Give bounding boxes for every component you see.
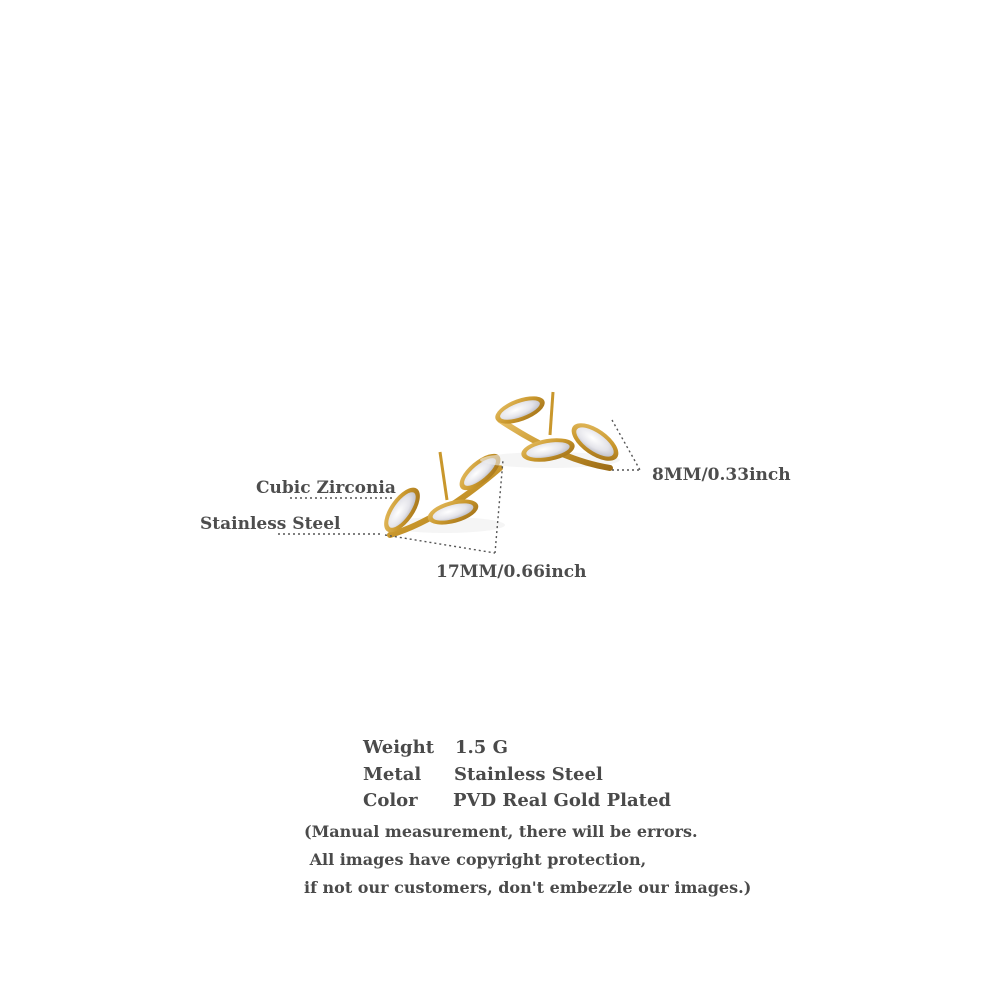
length-dimension-line xyxy=(385,535,495,553)
cubic-zirconia-label: Cubic Zirconia xyxy=(256,478,396,498)
earring-right xyxy=(480,391,625,468)
spec-metal-name: Metal xyxy=(363,764,422,785)
length-measurement-label: 17MM/0.66inch xyxy=(436,562,587,582)
spec-weight-name: Weight xyxy=(363,737,435,758)
spec-weight-value: 1.5 G xyxy=(455,737,508,758)
note-line: (Manual measurement, there will be errors. xyxy=(304,822,698,841)
note-line: All images have copyright protection, xyxy=(304,850,647,869)
spec-color-name: Color xyxy=(363,790,418,811)
height-measurement-label: 8MM/0.33inch xyxy=(652,465,791,485)
note-line: if not our customers, don't embezzle our images.) xyxy=(304,878,752,897)
spec-metal-value: Stainless Steel xyxy=(454,764,603,785)
spec-color-value: PVD Real Gold Plated xyxy=(453,790,672,811)
stainless-steel-label: Stainless Steel xyxy=(200,514,341,534)
